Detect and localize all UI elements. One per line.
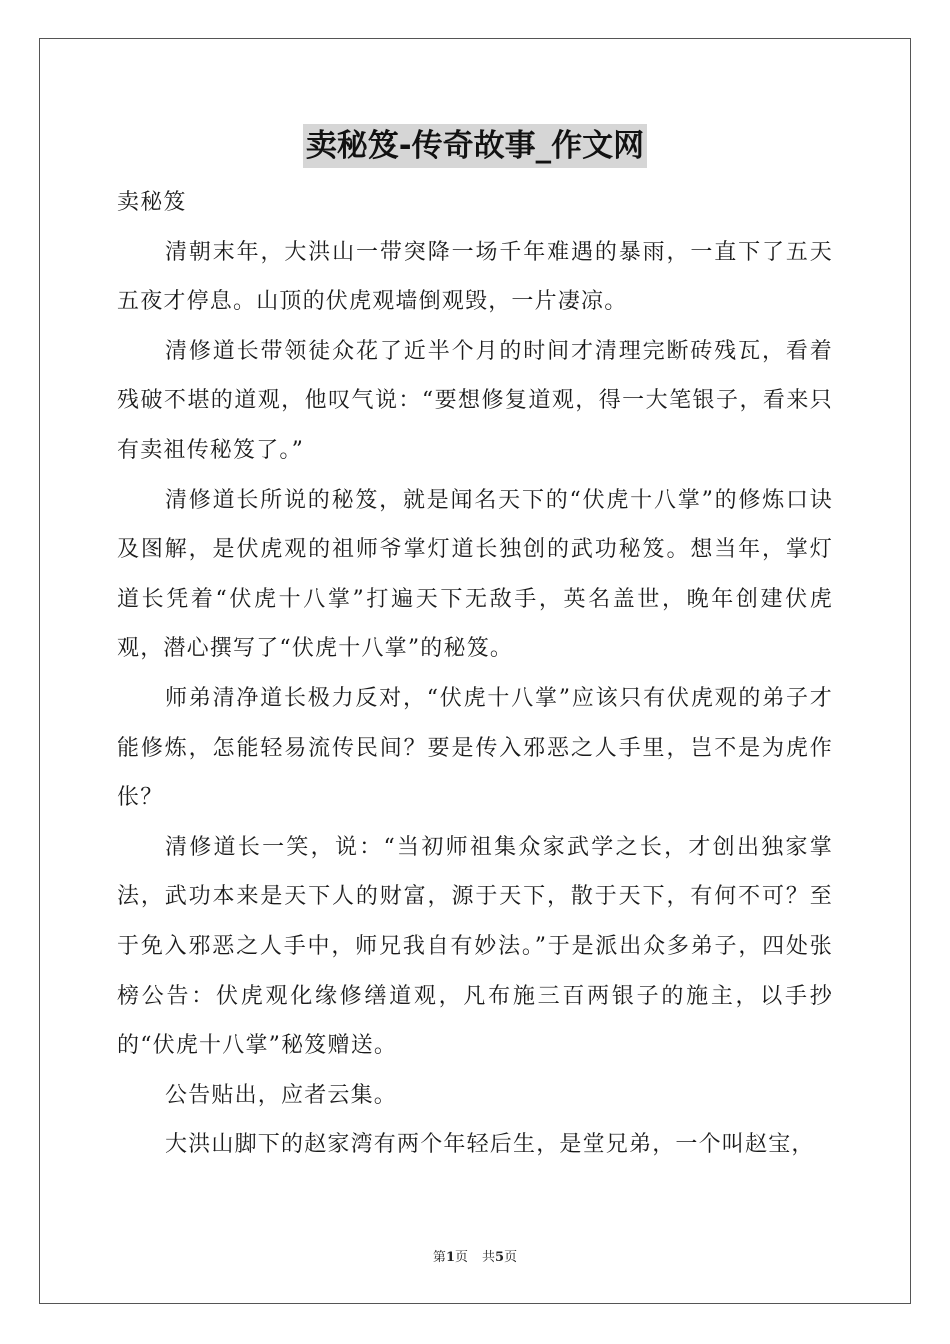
paragraph: 清修道长所说的秘笈，就是闻名天下的“伏虎十八掌”的修炼口诀及图解，是伏虎观的祖师爷掌灯道长独创的武功秘笈。想当年，掌灯道长凭着“伏虎十八掌”打遍天下无敌手，英名盖世，晚年创建伏虎观，潜心撰写了“伏虎十八掌”的秘笈。 [117,487,833,662]
paragraph: 清修道长一笑，说：“当初师祖集众家武学之长，才创出独家掌法，武功本来是天下人的财富，源于天下，散于天下，有何不可？至于免入邪恶之人手中，师兄我自有妙法。”于是派出众多弟子，四处张榜公告：伏虎观化缘修缮道观，凡布施三百两银子的施主，以手抄的“伏虎十八掌”秘笈赠送。 [117,834,833,1059]
subtitle: 卖秘笈 [117,190,187,215]
total-pages: 5 [495,1250,505,1265]
page-footer [0,1246,950,1265]
paragraph: 师弟清净道长极力反对，“伏虎十八掌”应该只有伏虎观的弟子才能修炼，怎能轻易流传民间？要是传入邪恶之人手里，岂不是为虎作伥？ [117,685,833,811]
paragraph: 清修道长带领徒众花了近半个月的时间才清理完断砖残瓦，看着残破不堪的道观，他叹气说：“要想修复道观，得一大笔银子，看来只有卖祖传秘笈了。” [117,338,833,463]
total-prefix: 共 [482,1250,496,1265]
total-suffix: 页 [504,1250,518,1265]
page-number: 1 [445,1250,455,1265]
document-body [117,178,833,1170]
document-title: 卖秘笈-传奇故事_作文网 [303,124,647,168]
paragraph: 清朝末年，大洪山一带突降一场千年难遇的暴雨，一直下了五天五夜才停息。山顶的伏虎观墙倒观毁，一片凄凉。 [117,239,833,315]
paragraph: 公告贴出，应者云集。 [165,1082,398,1108]
title-container [0,124,950,168]
page-suffix: 页 [454,1250,468,1265]
paragraph: 大洪山脚下的赵家湾有两个年轻后生，是堂兄弟，一个叫赵宝， [165,1132,815,1158]
page-prefix: 第 [432,1250,446,1265]
